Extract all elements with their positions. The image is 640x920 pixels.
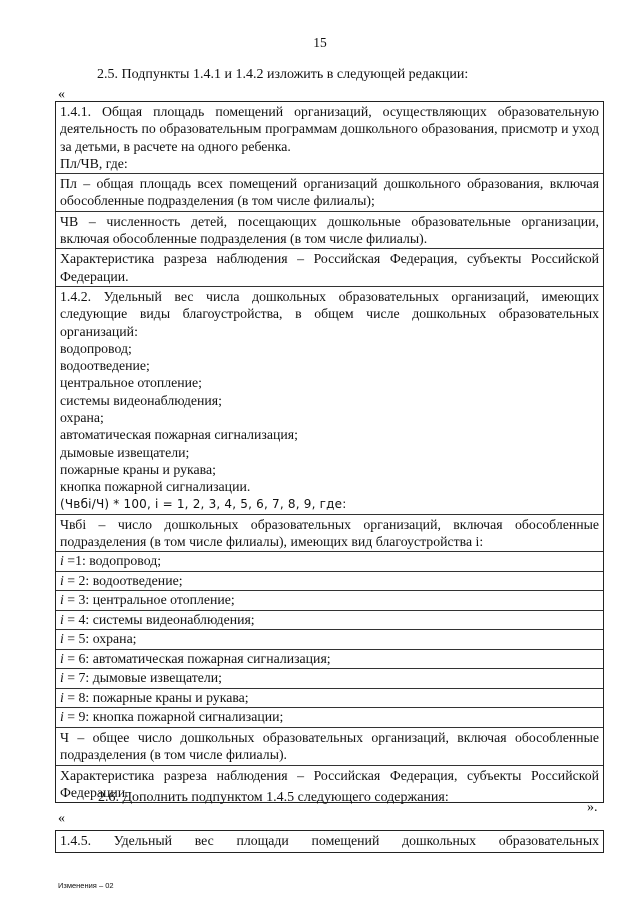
table-row (56, 174, 603, 212)
row-text-line: системы видеонаблюдения; (60, 392, 222, 408)
close-quote-2-5: ». (587, 800, 598, 815)
table-row (56, 611, 603, 631)
row-text-line: i = 2: водоотведение; (60, 572, 183, 588)
table-row (56, 591, 603, 611)
row-text-line: ЧВ – численность детей, посещающих дошкольные образовательные организации, включая обособленные подразделения (в том числе филиалы). (60, 213, 599, 247)
table-row (56, 708, 603, 728)
page-number: 15 (313, 35, 327, 50)
table-row (56, 572, 603, 592)
section-2-5-heading: 2.5. Подпункты 1.4.1 и 1.4.2 изложить в следующей редакции: (97, 67, 469, 82)
row-text-line: кнопка пожарной сигнализации. (60, 479, 251, 495)
open-quote-2-5: « (58, 87, 65, 102)
table-row (56, 249, 603, 287)
row-text-line: Ч – общее число дошкольных образовательных организаций, включая обособленные подразделения (в том числе филиалы). (60, 729, 599, 763)
table-row-1-4-5: 1.4.5. Удельный вес площади помещений дошкольных образовательных (60, 833, 599, 848)
table-row (56, 102, 603, 174)
row-text-line: i =1: водопровод; (60, 553, 162, 569)
row-text-line: i = 3: центральное отопление; (60, 592, 235, 608)
amendment-table-2-5 (55, 101, 604, 803)
row-text-line: водоотведение; (60, 358, 150, 374)
table-row (56, 515, 603, 553)
row-text-line: центральное отопление; (60, 375, 203, 391)
row-text-line: охрана; (60, 410, 104, 426)
row-text-line: (Чвбi/Ч) * 100, i = 1, 2, 3, 4, 5, 6, 7, 8, 9, где: (60, 496, 347, 511)
section-2-6-heading: 2.6. Дополнить подпунктом 1.4.5 следующего содержания: (98, 790, 449, 805)
table-row (56, 689, 603, 709)
row-text-line: i = 5: охрана; (60, 631, 137, 647)
amendment-table-2-6 (55, 830, 604, 853)
row-text-line: Характеристика разреза наблюдения – Российская Федерация, субъекты Российской Федерации. (60, 767, 599, 800)
table-row (56, 728, 603, 766)
table-row (56, 552, 603, 572)
row-text-line: водопровод; (60, 340, 132, 356)
row-text-line: i = 9: кнопка пожарной сигнализации; (60, 709, 284, 725)
row-text-line: Характеристика разреза наблюдения – Российская Федерация, субъекты Российской Федерации. (60, 251, 599, 284)
table-row (56, 669, 603, 689)
row-text-line: i = 7: дымовые извещатели; (60, 670, 223, 686)
row-text-line: автоматическая пожарная сигнализация; (60, 427, 298, 443)
row-text-line: i = 6: автоматическая пожарная сигнализация; (60, 650, 331, 666)
open-quote-2-6: « (58, 811, 65, 826)
table-row (56, 287, 603, 515)
row-text-line: i = 4: системы видеонаблюдения; (60, 611, 255, 627)
footer-label: Изменения – 02 (58, 881, 114, 890)
row-text-line: Пл/ЧВ, где: (60, 155, 128, 171)
row-text-line: i = 8: пожарные краны и рукава; (60, 689, 249, 705)
row-text-line: Чвбi – число дошкольных образовательных организаций, включая обособленные подразделения (в том числе филиалы), имеющих вид благоустройства i: (60, 516, 599, 550)
row-text-line: 1.4.2. Удельный вес числа дошкольных образовательных организаций, имеющих следующие виды благоустройства, в общем числе дошкольных образовательных организаций: (60, 288, 599, 339)
row-text-line: дымовые извещатели; (60, 444, 190, 460)
row-text-line: Пл – общая площадь всех помещений организаций дошкольного образования, включая обособленные подразделения (в том числе филиалы); (60, 176, 599, 209)
table-row (56, 212, 603, 250)
table-row (56, 630, 603, 650)
table-row (56, 650, 603, 670)
row-text-line: пожарные краны и рукава; (60, 461, 216, 477)
row-text-line: 1.4.1. Общая площадь помещений организаций, осуществляющих образовательную деятельность по образовательным программам дошкольного образования, присмотр и уход за детьми, в расчете на одного ребенка. (60, 104, 599, 154)
